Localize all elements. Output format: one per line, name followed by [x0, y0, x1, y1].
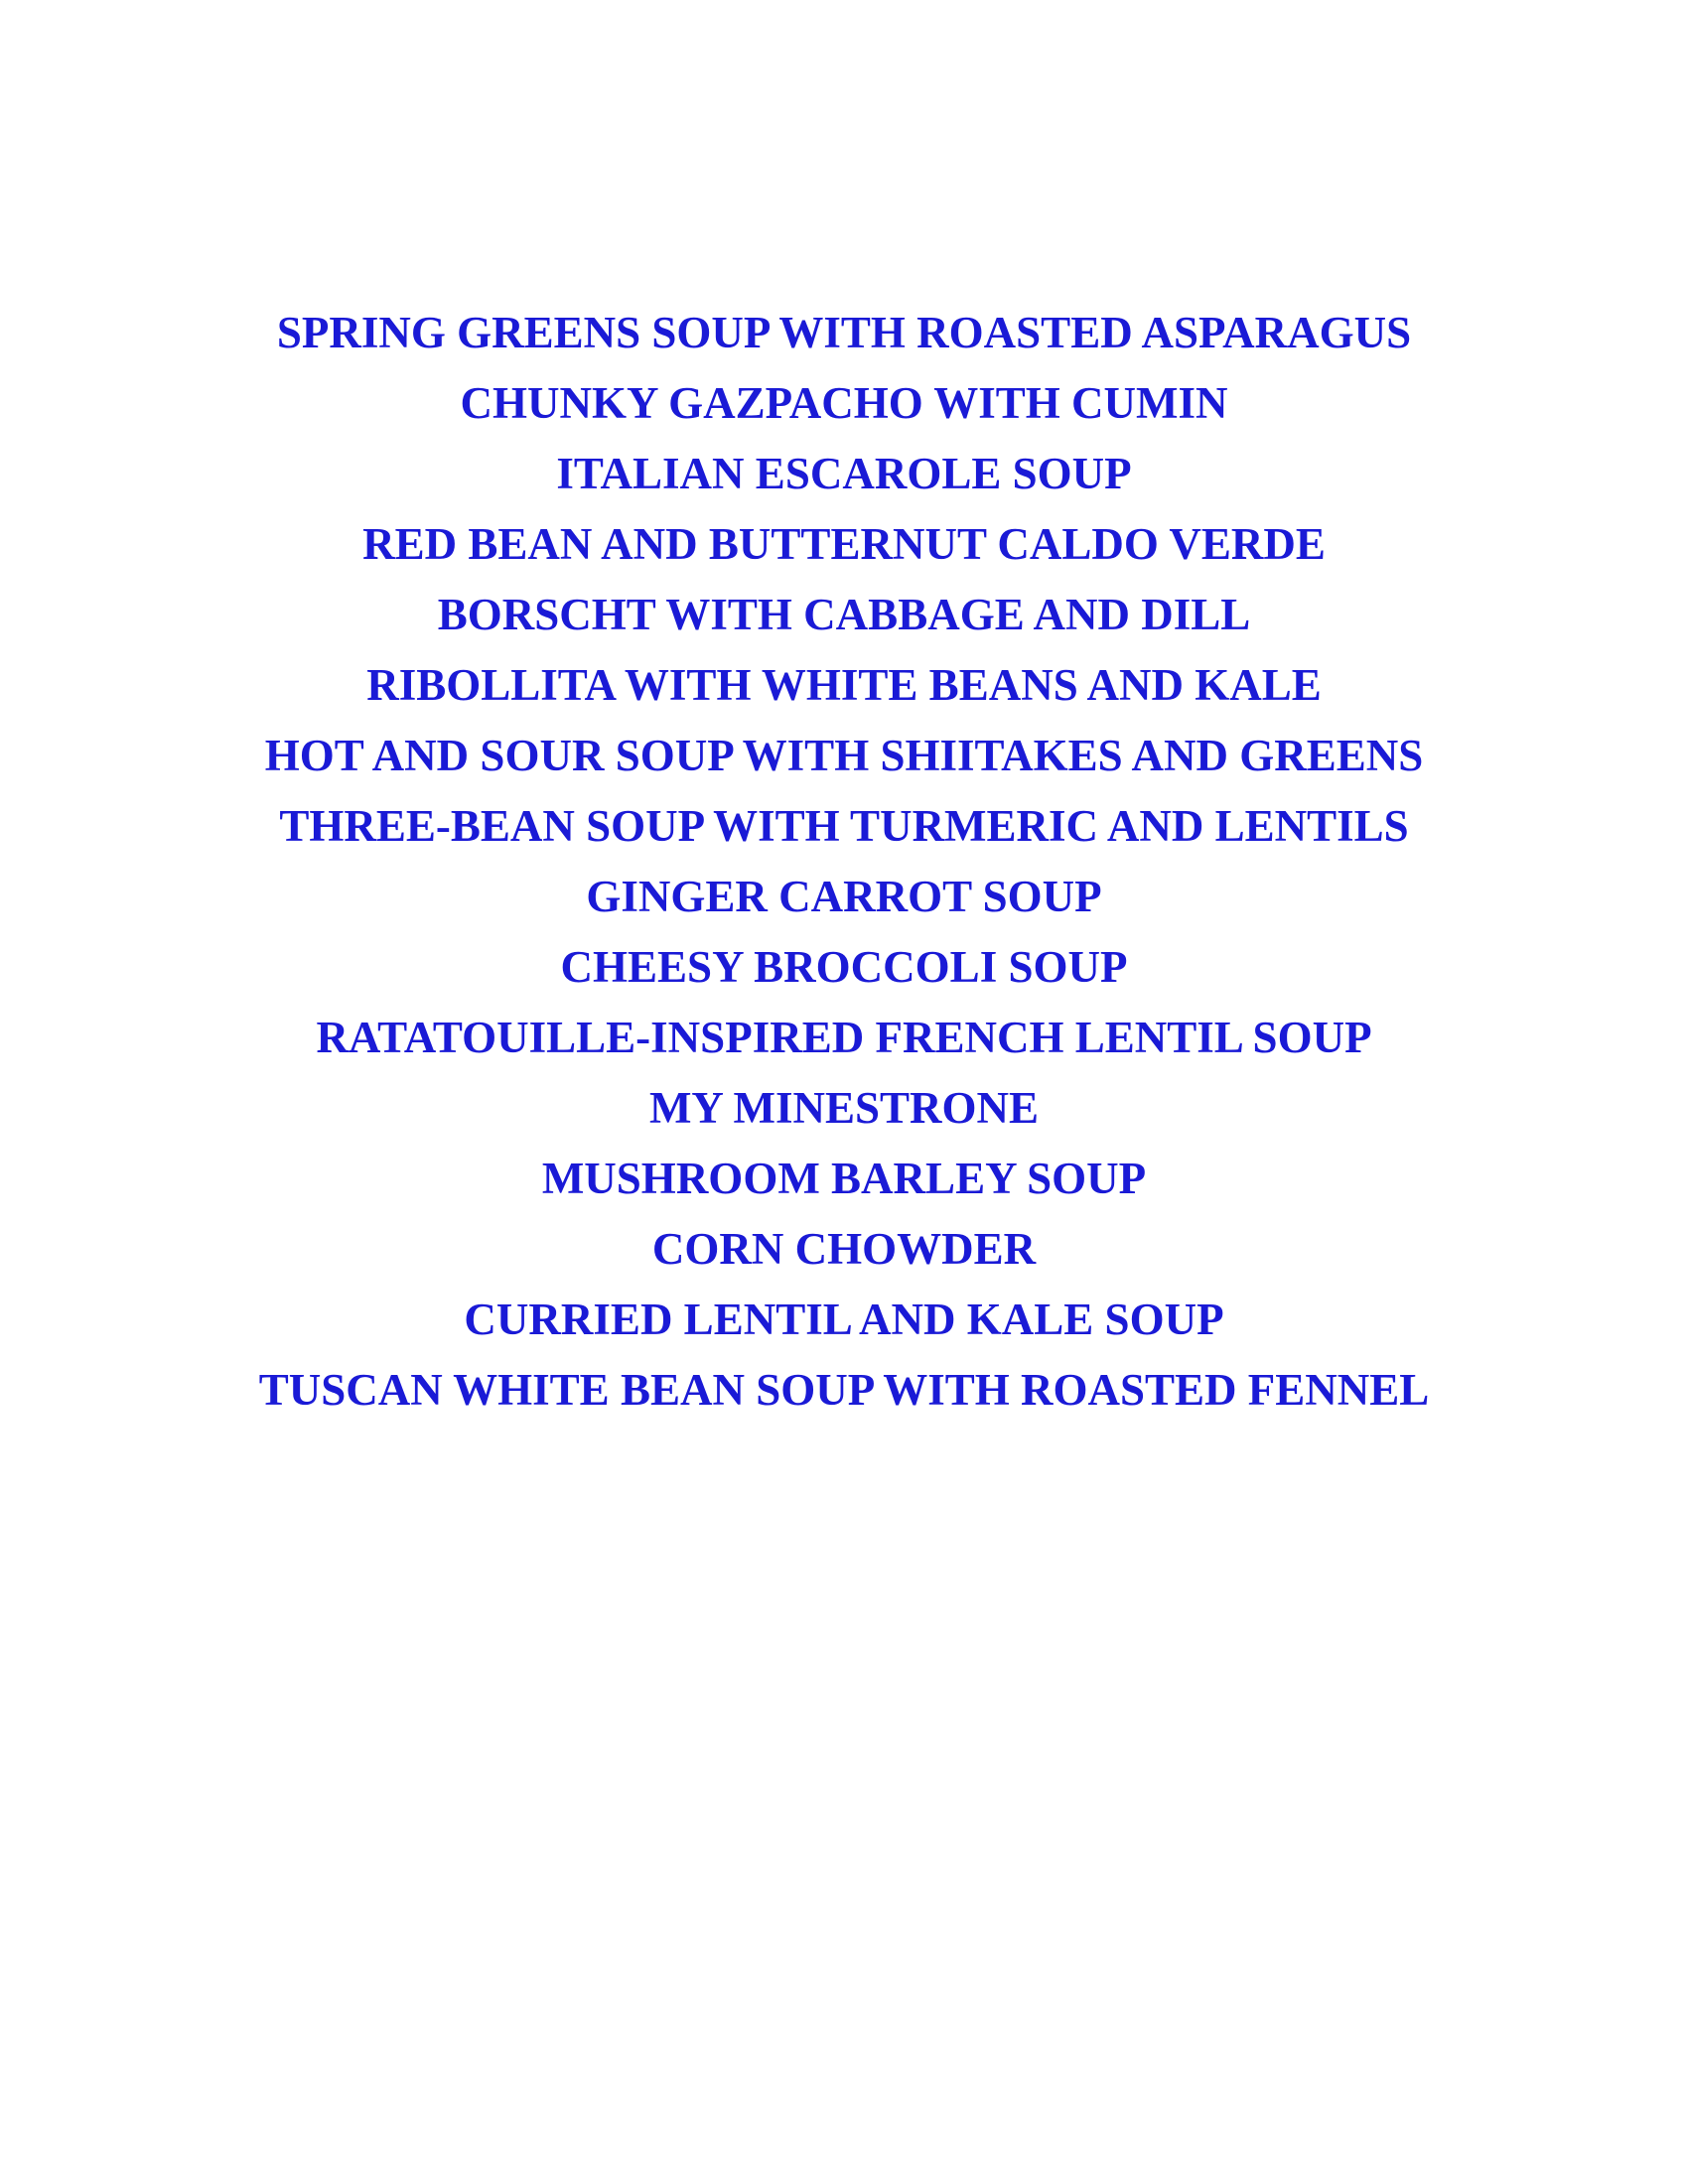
recipe-link-item[interactable] [0, 298, 1688, 368]
recipe-link[interactable]: TUSCAN WHITE BEAN SOUP WITH ROASTED FENNEL [258, 1365, 1430, 1415]
recipe-link-item[interactable] [0, 1144, 1688, 1214]
recipe-link[interactable]: CHEESY BROCCOLI SOUP [560, 942, 1128, 992]
recipe-link-list [0, 298, 1688, 1426]
recipe-link[interactable]: RATATOUILLE-INSPIRED FRENCH LENTIL SOUP [316, 1013, 1372, 1062]
recipe-link[interactable]: RED BEAN AND BUTTERNUT CALDO VERDE [362, 519, 1326, 569]
recipe-link[interactable]: CURRIED LENTIL AND KALE SOUP [464, 1295, 1224, 1344]
recipe-link-item[interactable] [0, 368, 1688, 439]
recipe-link-item[interactable] [0, 1285, 1688, 1355]
recipe-link[interactable]: MY MINESTRONE [648, 1083, 1040, 1133]
recipe-link-item[interactable] [0, 1073, 1688, 1144]
recipe-link[interactable]: GINGER CARROT SOUP [586, 872, 1102, 921]
recipe-link-item[interactable] [0, 1214, 1688, 1285]
recipe-link-item[interactable] [0, 721, 1688, 791]
recipe-link[interactable]: ITALIAN ESCAROLE SOUP [556, 449, 1132, 498]
recipe-link[interactable]: THREE-BEAN SOUP WITH TURMERIC AND LENTILS [279, 801, 1409, 851]
recipe-link[interactable]: BORSCHT WITH CABBAGE AND DILL [437, 590, 1251, 639]
recipe-link-item[interactable] [0, 791, 1688, 862]
recipe-link-item[interactable] [0, 1003, 1688, 1073]
recipe-link[interactable]: MUSHROOM BARLEY SOUP [541, 1154, 1147, 1203]
recipe-link[interactable]: CORN CHOWDER [651, 1224, 1037, 1274]
recipe-link-item[interactable] [0, 580, 1688, 650]
recipe-link[interactable]: CHUNKY GAZPACHO WITH CUMIN [460, 378, 1228, 428]
recipe-link-item[interactable] [0, 509, 1688, 580]
recipe-link-item[interactable] [0, 932, 1688, 1003]
recipe-link[interactable]: SPRING GREENS SOUP WITH ROASTED ASPARAGUS [276, 308, 1412, 357]
recipe-link-item[interactable] [0, 1355, 1688, 1426]
recipe-link-item[interactable] [0, 862, 1688, 932]
recipe-link[interactable]: HOT AND SOUR SOUP WITH SHIITAKES AND GREENS [264, 731, 1424, 780]
recipe-link-item[interactable] [0, 439, 1688, 509]
recipe-link[interactable]: RIBOLLITA WITH WHITE BEANS AND KALE [366, 660, 1322, 710]
recipe-link-item[interactable] [0, 650, 1688, 721]
